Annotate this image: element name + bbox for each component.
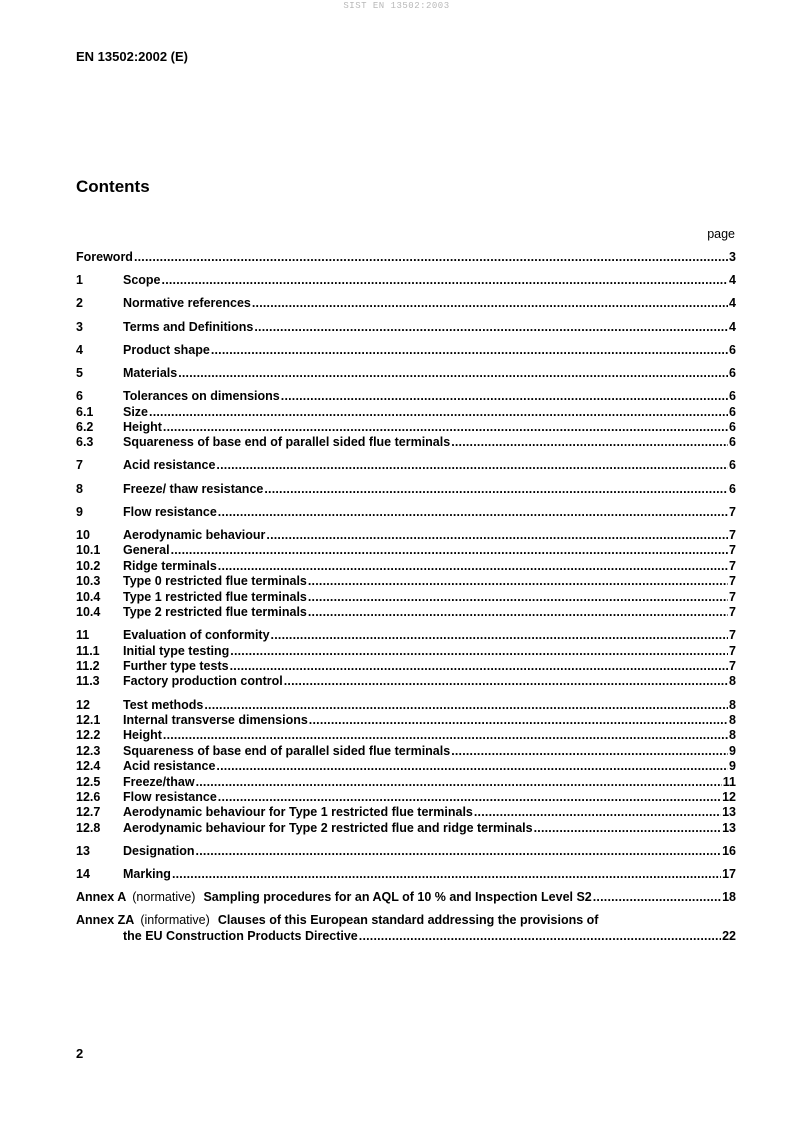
toc-entry[interactable] [76,458,736,473]
toc-entry-page: 6 [729,458,736,473]
toc-entry-number: 14 [76,867,90,882]
dot-leader [451,435,728,450]
toc-entry-title: Aerodynamic behaviour [123,528,266,543]
toc-entry-number: 6.1 [76,404,94,419]
toc-entry-title: Flow resistance [123,504,217,519]
toc-entry[interactable] [76,713,736,728]
toc-entry-page: 7 [729,589,736,604]
toc-entry[interactable] [76,505,736,520]
toc-entry-annex-za[interactable] [76,913,736,928]
toc-entry-page: 7 [729,658,736,673]
toc-entry-page: 7 [729,643,736,658]
dot-leader [196,844,722,859]
toc-entry-number: 13 [76,843,90,858]
toc-entry-title: Ridge terminals [123,558,217,573]
dot-leader [474,805,721,820]
toc-entry-page: 8 [729,674,736,689]
toc-entry-page: 7 [729,574,736,589]
toc-entry-title: Test methods [123,697,204,712]
toc-entry[interactable] [76,405,736,420]
toc-entry-title: Acid resistance [123,759,216,774]
toc-entry-page: 4 [729,296,736,311]
toc-entry-number: 12 [76,697,90,712]
dot-leader [252,296,728,311]
toc-entry-number: 12.7 [76,805,101,820]
toc-entry-number: 8 [76,481,83,496]
dot-leader [230,659,728,674]
annex-type: (normative) [132,890,196,905]
toc-entry-page: 6 [729,404,736,419]
toc-entry-title: Marking [123,867,171,882]
toc-entry-annex-za-continued[interactable] [76,929,736,944]
dot-leader [218,505,728,520]
toc-entry[interactable] [76,590,736,605]
toc-entry[interactable] [76,543,736,558]
toc-entry[interactable] [76,343,736,358]
dot-leader [230,644,728,659]
toc-entry[interactable] [76,775,736,790]
toc-entry-title: Acid resistance [123,458,216,473]
toc-entry-title: Factory production control [123,674,283,689]
annex-title: Clauses of this European standard addressing the provisions of [217,913,599,928]
toc-entry-number: 12.8 [76,820,101,835]
toc-entry-number: 2 [76,296,83,311]
toc-entry-number: 12.6 [76,789,101,804]
toc-entry[interactable] [76,389,736,404]
toc-entry[interactable] [76,605,736,620]
toc-entry[interactable] [76,574,736,589]
toc-entry-title: Aerodynamic behaviour for Type 1 restricted flue terminals [123,805,473,820]
annex-label: Annex ZA [76,913,135,928]
toc-entry-page: 3 [729,250,736,264]
toc-entry[interactable] [76,273,736,288]
dot-leader [271,628,729,643]
toc-entry-number: 10.3 [76,574,101,589]
toc-entry-page: 9 [729,743,736,758]
toc-entry-title: Internal transverse dimensions [123,712,308,727]
toc-entry-number: 11.1 [76,643,100,658]
toc-entry-title: Size [123,404,149,419]
toc-entry[interactable] [76,435,736,450]
toc-entry-number: 10 [76,528,90,543]
dot-leader [281,389,728,404]
toc-entry-title: Freeze/thaw [123,774,195,789]
toc-entry[interactable] [76,867,736,882]
dot-leader [204,698,728,713]
toc-entry-page: 13 [722,805,736,820]
annex-title-continued: the EU Construction Products Directive [123,928,358,943]
dot-leader [216,759,728,774]
dot-leader [308,590,728,605]
toc-entry-number: 9 [76,504,83,519]
toc-entry-number: 10.4 [76,589,101,604]
toc-entry-number: 11 [76,628,90,643]
dot-leader [162,273,729,288]
watermark: SIST EN 13502:2003 [343,1,450,11]
toc-entry-number: 7 [76,458,83,473]
toc-entry-title: Normative references [123,296,251,311]
toc-entry[interactable] [76,320,736,335]
annex-page: 18 [722,890,736,905]
toc-entry[interactable] [76,805,736,820]
toc-entry-title: Further type tests [123,658,229,673]
dot-leader [178,366,728,381]
toc-entry-number: 4 [76,342,83,357]
toc-entry-page: 6 [729,481,736,496]
annex-type: (informative) [140,913,210,928]
toc-entry-number: 6 [76,389,83,404]
toc-entry-page: 8 [729,728,736,743]
toc-entry-title: Aerodynamic behaviour for Type 2 restricted flue and ridge terminals [123,820,533,835]
toc-entry-number: 10.2 [76,558,101,573]
toc-entry-title: Designation [123,843,195,858]
dot-leader [163,420,728,435]
toc-entry-title: Height [123,728,162,743]
toc-entry-page: 6 [729,342,736,357]
toc-entry-number: 12.2 [76,728,101,743]
dot-leader [593,890,721,905]
toc-entry-page: 8 [729,697,736,712]
toc-entry[interactable] [76,559,736,574]
toc-entry-annex-a[interactable] [76,890,736,905]
toc-entry-number: 6.3 [76,435,94,450]
toc-entry[interactable] [76,659,736,674]
toc-entry-number: 11.3 [76,674,100,689]
toc-entry-page: 4 [729,273,736,288]
toc-entry-number: 3 [76,319,83,334]
toc-entry-title: Freeze/ thaw resistance [123,481,264,496]
toc-entry-page: 7 [729,628,736,643]
toc-entry[interactable] [76,250,736,265]
toc-entry-title: Type 2 restricted flue terminals [123,605,307,619]
toc-entry-page: 7 [729,605,736,619]
toc-entry[interactable] [76,482,736,497]
toc-entry-title: Scope [123,273,161,288]
toc-entry-number: 12.1 [76,712,101,727]
toc-entry-page: 6 [729,435,736,450]
dot-leader [211,343,728,358]
toc-entry-page: 7 [729,543,736,558]
toc-entry[interactable] [76,628,736,643]
contents-heading: Contents [76,177,150,196]
toc-entry-title: Initial type testing [123,643,230,658]
toc-entry-number: 10.4 [76,605,101,619]
toc-entry-page: 8 [729,712,736,727]
toc-entry-page: 11 [722,774,736,789]
toc-entry-title: Squareness of base end of parallel sided flue terminals [123,743,451,758]
dot-leader [534,821,721,836]
toc-entry-number: 12.5 [76,774,101,789]
dot-leader [308,574,728,589]
toc-entry-page: 4 [729,319,736,334]
toc-entry[interactable] [76,790,736,805]
toc-entry[interactable] [76,728,736,743]
dot-leader [284,674,728,689]
annex-label: Annex A [76,890,127,905]
toc-entry[interactable] [76,844,736,859]
dot-leader [196,775,722,790]
toc-entry-number: 12.4 [76,759,101,774]
toc-entry-page: 7 [729,558,736,573]
dot-leader [149,405,728,420]
toc-entry-title: Tolerances on dimensions [123,389,280,404]
toc-entry-number: 1 [76,273,83,288]
dot-leader [264,482,728,497]
toc-entry-title: Evaluation of conformity [123,628,270,643]
toc-entry-title: Type 0 restricted flue terminals [123,574,307,589]
toc-entry-page: 7 [729,528,736,543]
document-id: EN 13502:2002 (E) [76,49,189,64]
toc-entry[interactable] [76,420,736,435]
dot-leader [451,744,728,759]
toc-entry-title: Squareness of base end of parallel sided flue terminals [123,435,451,450]
toc-entry[interactable] [76,366,736,381]
toc-entry[interactable] [76,744,736,759]
table-of-contents [76,250,736,944]
toc-entry-title: Product shape [123,342,210,357]
annex-page: 22 [722,928,736,943]
toc-entry-page: 6 [729,419,736,434]
dot-leader [359,929,721,944]
toc-entry-title: Terms and Definitions [123,319,254,334]
toc-entry[interactable] [76,759,736,774]
toc-entry-page: 13 [722,820,736,835]
toc-entry-title: Height [123,419,162,434]
toc-entry-page: 17 [722,867,736,882]
toc-entry-page: 9 [729,759,736,774]
dot-leader [309,713,728,728]
toc-entry[interactable] [76,698,736,713]
toc-entry-title: Materials [123,365,178,380]
dot-leader [254,320,728,335]
dot-leader [216,458,728,473]
dot-leader [218,790,721,805]
toc-entry-number: 5 [76,365,83,380]
toc-entry-number: 10.1 [76,543,101,558]
page-column-label: page [707,227,735,241]
toc-entry-page: 6 [729,365,736,380]
dot-leader [172,867,721,882]
toc-entry[interactable] [76,296,736,311]
toc-entry-title: Flow resistance [123,789,217,804]
dot-leader [266,528,728,543]
toc-entry-title: Foreword [76,250,133,264]
dot-leader [171,543,728,558]
annex-title: Sampling procedures for an AQL of 10 % and Inspection Level S2 [203,890,592,905]
toc-entry-title: General [123,543,170,558]
toc-entry-page: 16 [722,843,736,858]
toc-entry-number: 6.2 [76,419,94,434]
toc-entry-title: Type 1 restricted flue terminals [123,589,307,604]
dot-leader [218,559,728,574]
page-number: 2 [76,1046,84,1061]
dot-leader [134,250,728,265]
dot-leader [308,605,728,620]
toc-entry[interactable] [76,644,736,659]
toc-entry-page: 6 [729,389,736,404]
toc-entry[interactable] [76,528,736,543]
toc-entry-number: 11.2 [76,658,100,673]
toc-entry-number: 12.3 [76,743,101,758]
dot-leader [163,728,728,743]
toc-entry[interactable] [76,674,736,689]
toc-entry-page: 12 [722,789,736,804]
toc-entry-page: 7 [729,504,736,519]
toc-entry[interactable] [76,821,736,836]
